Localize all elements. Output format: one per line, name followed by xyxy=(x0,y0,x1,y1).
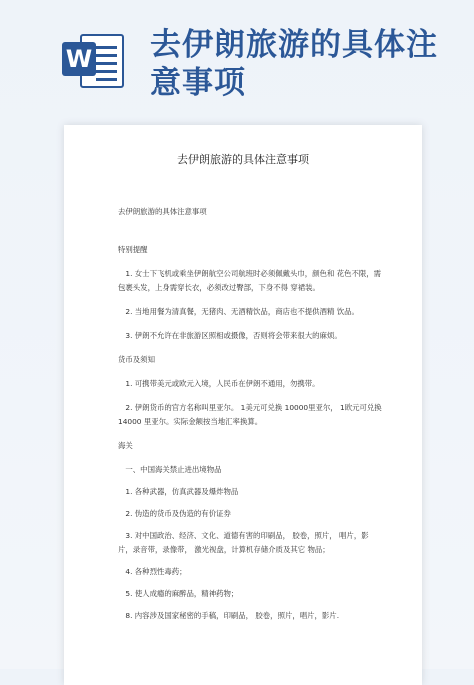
word-document-icon xyxy=(62,30,126,92)
document-title: 去伊朗旅游的具体注意事项 xyxy=(177,153,309,166)
list-item: 8. 内容涉及国家秘密的手稿，印刷品， 胶卷，照片，唱片，影片. xyxy=(125,611,340,620)
list-item: 4. 各种烈性毒药； xyxy=(125,567,187,576)
list-item: 1. 各种武器，仿真武器及爆炸物品 xyxy=(125,487,239,496)
list-item: 1. 可携带美元或欧元入境，人民币在伊朗不通用，勿携带。 xyxy=(125,379,320,388)
document-subtitle: 去伊朗旅游的具体注意事项 xyxy=(118,207,207,216)
list-item: 1. 女士下飞机或乘坐伊朗航空公司航班时必须佩戴头巾，颜色和 花色不限，需包裹头发，上身需穿长衣，必须改过臀部，下身不得 穿裙装。 xyxy=(118,269,382,292)
list-item: 2. 当地用餐为清真餐，无猪肉、无酒精饮品，商店也不提供酒精 饮品。 xyxy=(125,307,359,316)
banner-title: 去伊朗旅游的具体注意事项 xyxy=(150,27,438,101)
section-heading-customs: 海关 xyxy=(118,441,133,450)
section-heading-special-notice: 特别提醒 xyxy=(118,245,148,254)
word-badge: W xyxy=(62,42,96,76)
section-heading-currency: 货币及须知 xyxy=(118,355,155,364)
list-item: 3. 伊朗不允许在非旅游区照相或摄像，否则将会带来很大的麻烦。 xyxy=(125,331,342,340)
list-item: 5. 使人成瘾的麻醉品，精神药物； xyxy=(125,589,239,598)
list-item: 一、中国海关禁止进出境物品 xyxy=(125,465,222,474)
list-item: 2. 伪造的货币及伪造的有价证券 xyxy=(125,509,231,518)
document-page xyxy=(64,125,422,685)
document-body xyxy=(118,205,382,631)
list-item: 2. 伊朗货币的官方名称叫里亚尔。 1美元可兑换 10000里亚尔， 1欧元可兑换 14000 里亚尔。实际金额按当地汇率换算。 xyxy=(118,403,382,426)
header-banner xyxy=(0,0,474,120)
list-item: 3. 对中国政治、经济、文化、道德有害的印刷品， 胶卷，照片， 唱片，影片，录音带，录像带， 激光视盘，计算机存储介质及其它 物品； xyxy=(118,531,369,554)
